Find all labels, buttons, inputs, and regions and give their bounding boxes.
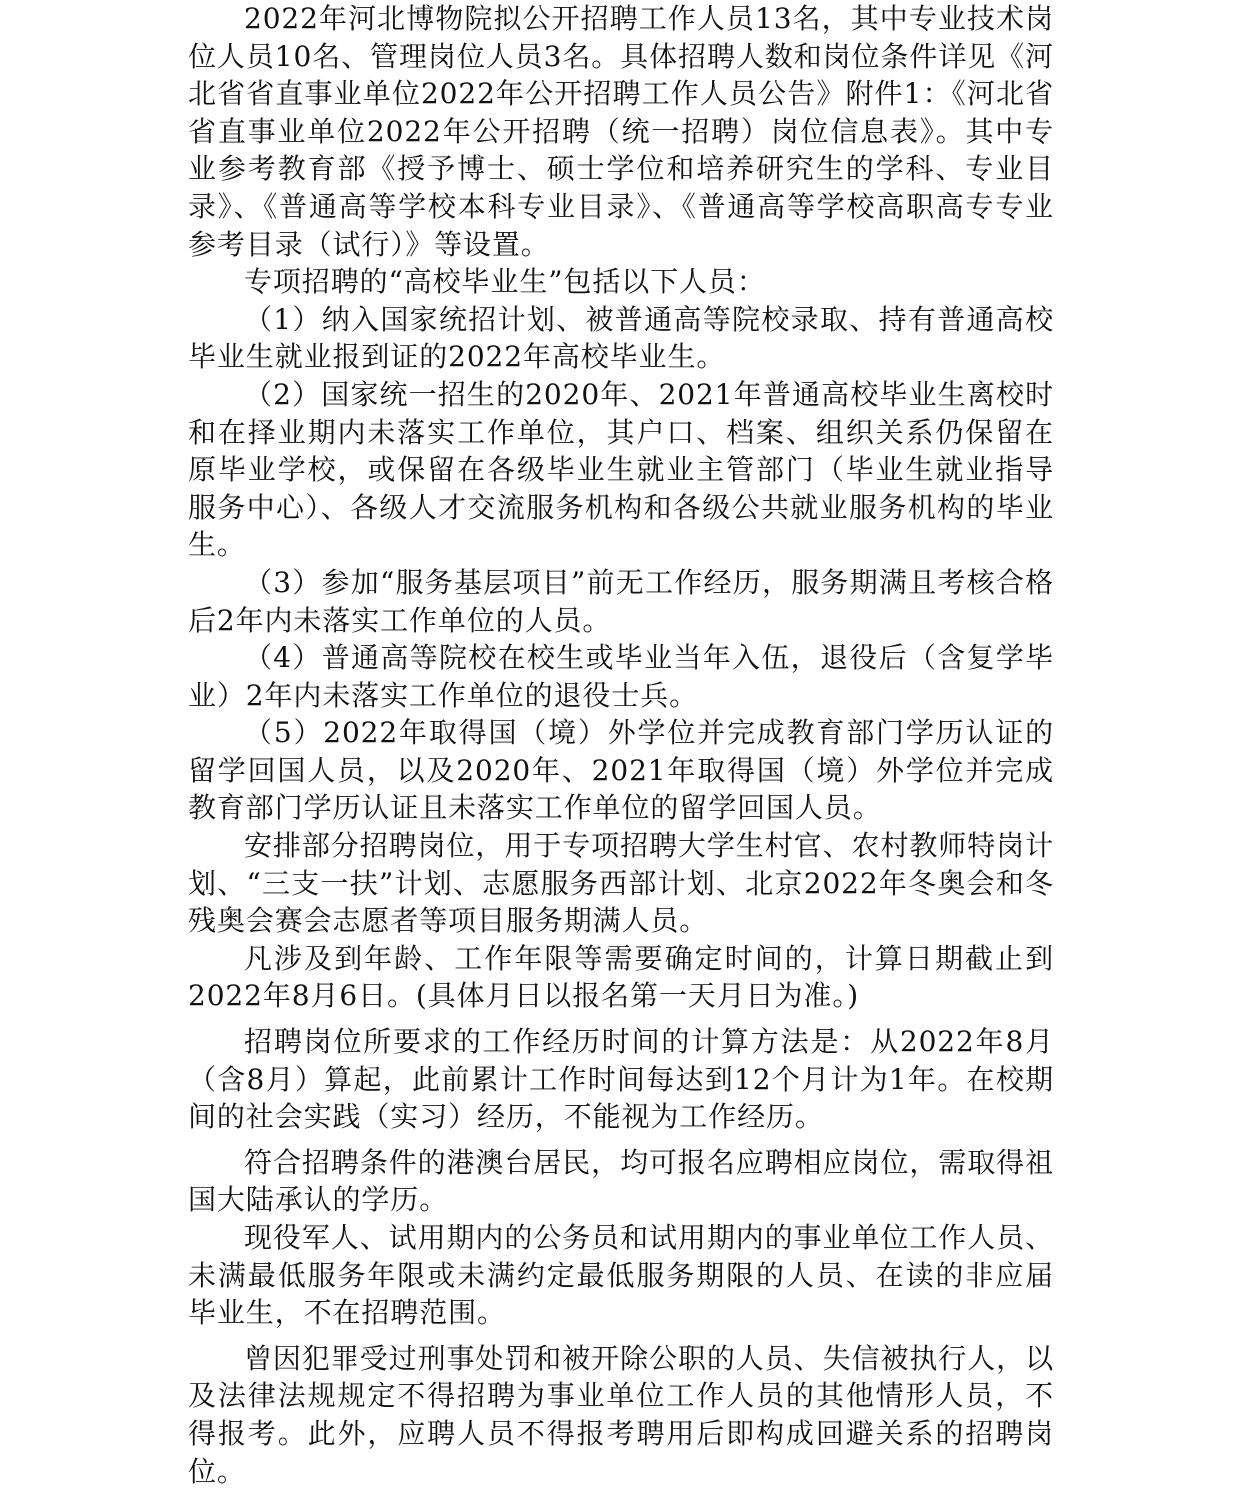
paragraph-item-2: （2）国家统一招生的2020年、2021年普通高校毕业生离校时和在择业期内未落实工作单位，其户口、档案、组织关系仍保留在原毕业学校，或保留在各级毕业生就业主管部门（毕业生就业指导服务中心）、各级人才交流服务机构和各级公共就业服务机构的毕业生。 — [188, 377, 1054, 562]
paragraph-disqualifications: 曾因犯罪受过刑事处罚和被开除公职的人员、失信被执行人，以及法律法规规定不得招聘为事业单位工作人员的其他情形人员，不得报考。此外，应聘人员不得报考聘用后即构成回避关系的招聘岗位。 — [188, 1341, 1054, 1488]
paragraph-graduates-definition: 专项招聘的“高校毕业生”包括以下人员： — [244, 265, 766, 299]
document-body — [188, 0, 1054, 1490]
paragraph-excluded-persons: 现役军人、试用期内的公务员和试用期内的事业单位工作人员、未满最低服务年限或未满约定最低服务期限的人员、在读的非应届毕业生，不在招聘范围。 — [188, 1221, 1054, 1330]
paragraph-item-1: （1）纳入国家统招计划、被普通高等院校录取、持有普通高校毕业生就业报到证的2022年高校毕业生。 — [188, 302, 1054, 374]
paragraph-item-5: （5）2022年取得国（境）外学位并完成教育部门学历认证的留学回国人员，以及2020年、2021年取得国（境）外学位并完成教育部门学历认证且未落实工作单位的留学回国人员。 — [188, 716, 1054, 825]
paragraph-work-experience: 招聘岗位所要求的工作经历时间的计算方法是：从2022年8月（含8月）算起，此前累计工作时间每达到12个月计为1年。在校期间的社会实践（实习）经历，不能视为工作经历。 — [188, 1025, 1054, 1134]
paragraph-item-3: （3）参加“服务基层项目”前无工作经历，服务期满且考核合格后2年内未落实工作单位的人员。 — [188, 565, 1054, 637]
paragraph-hk-macao-taiwan: 符合招聘条件的港澳台居民，均可报名应聘相应岗位，需取得祖国大陆承认的学历。 — [188, 1145, 1054, 1217]
paragraph-recruitment-overview: 2022年河北博物院拟公开招聘工作人员13名，其中专业技术岗位人员10名、管理岗位人员3名。具体招聘人数和岗位条件详见《河北省省直事业单位2022年公开招聘工作人员公告》附件1：《河北省省直事业单位2022年公开招聘（统一招聘）岗位信息表》。其中专业参考教育部《授予博士、硕士学位和培养研究生的学科、专业目录》、《普通高等学校本科专业目录》、《普通高等学校高职高专专业参考目录（试行）》等设置。 — [188, 2, 1054, 261]
paragraph-date-cutoff: 凡涉及到年龄、工作年限等需要确定时间的，计算日期截止到2022年8月6日。(具体月日以报名第一天月日为准。) — [188, 941, 1054, 1013]
paragraph-special-positions: 安排部分招聘岗位，用于专项招聘大学生村官、农村教师特岗计划、“三支一扶”计划、志愿服务西部计划、北京2022年冬奥会和冬残奥会赛会志愿者等项目服务期满人员。 — [188, 829, 1054, 938]
paragraph-item-4: （4）普通高等院校在校生或毕业当年入伍，退役后（含复学毕业）2年内未落实工作单位的退役士兵。 — [188, 641, 1054, 712]
